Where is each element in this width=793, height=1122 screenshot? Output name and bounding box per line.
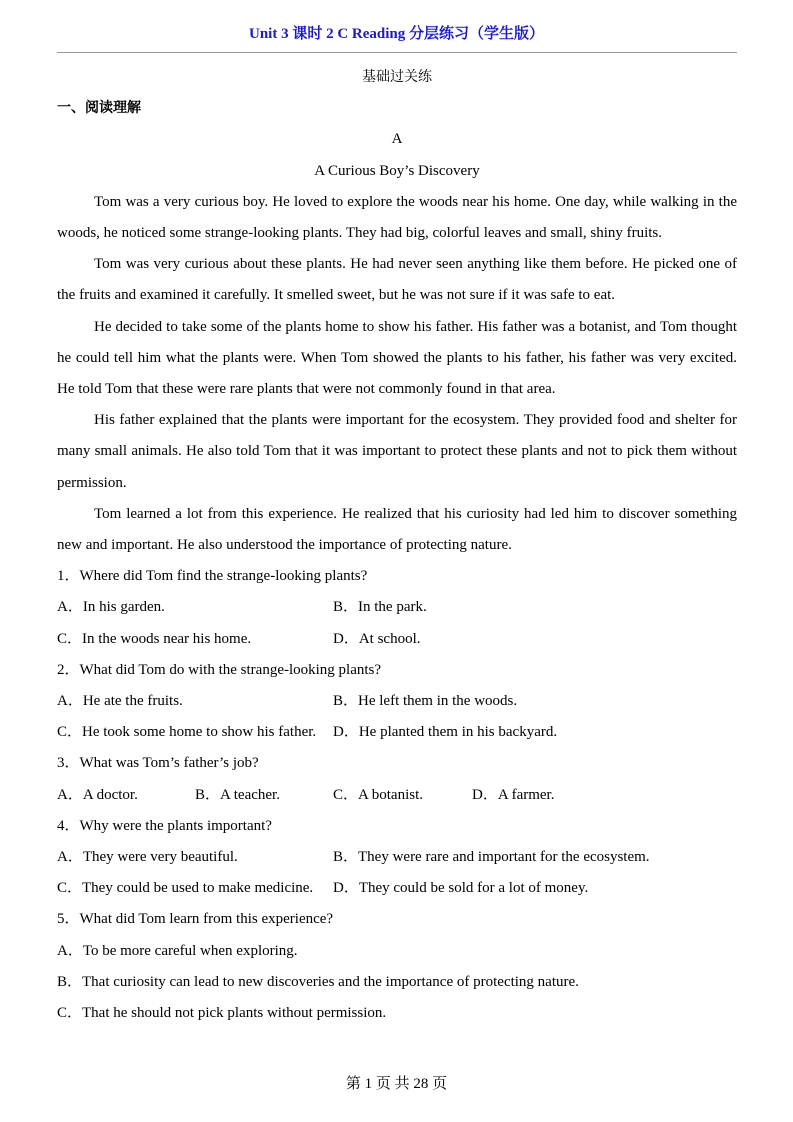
part-heading: 一、阅读理解 [57,100,141,117]
option: A．They were very beautiful. [57,849,238,865]
document-body [57,62,737,1029]
page-footer: 第 1 页 共 28 页 [345,1076,448,1092]
option: D．He planted them in his backyard. [333,724,558,741]
paragraph: His father explained that the plants were important for the ecosystem. They provided food and shelter for many small animals. He also told Tom that it was important to protect these plants and not to pick them without permission. [57,412,737,491]
option: C．That he should not pick plants without permission. [57,1004,387,1021]
option: B．That curiosity can lead to new discoveries and the importance of protecting nature. [57,973,579,990]
document-header: Unit 3 课时 2 C Reading 分层练习（学生版） [248,26,544,42]
option: A．A doctor. [57,786,138,803]
question: 4．Why were the plants important? [57,817,272,834]
option: C．They could be used to make medicine. [57,880,314,897]
question: 2．What did Tom do with the strange-looking plants? [57,661,382,678]
paragraph: Tom was a very curious boy. He loved to explore the woods near his home. One day, while walking in the woods, he noticed some strange-looking plants. They had big, colorful leaves and small, shiny fruits. [57,193,737,242]
option: C．In the woods near his home. [57,630,252,647]
paragraph: He decided to take some of the plants home to show his father. His father was a botanist, and Tom thought he could tell him what the plants were. When Tom showed the plants to his father, his father was very excited. He told Tom that these were rare plants that were not commonly found in that area. [57,318,737,398]
option: D．A farmer. [472,786,555,803]
option: C．A botanist. [333,786,424,803]
option: D．They could be sold for a lot of money. [333,880,589,897]
option: B．They were rare and important for the ecosystem. [333,849,650,865]
option: C．He took some home to show his father. [57,724,317,741]
option: A．He ate the fruits. [57,693,183,710]
question: 1．Where did Tom find the strange-looking plants? [57,568,368,585]
paragraph: Tom was very curious about these plants. He had never seen anything like them before. He picked one of the fruits and examined it carefully. It smelled sweet, but he was not sure if it was safe to eat. [57,256,737,304]
option: A．In his garden. [57,599,165,616]
option: B．A teacher. [195,786,280,803]
section-title: 基础过关练 [362,69,432,85]
paragraph: Tom learned a lot from this experience. He realized that his curiosity had led him to discover something new and important. He also understood the importance of protecting nature. [57,505,737,554]
question: 5．What did Tom learn from this experience? [57,911,334,928]
question: 3．What was Tom’s father’s job? [57,755,259,772]
option: A．To be more careful when exploring. [57,942,298,959]
option: B．In the park. [333,599,427,616]
passage-label: A [391,131,403,148]
passage-title: A Curious Boy’s Discovery [314,162,480,179]
header-rule [57,52,737,53]
option: D．At school. [333,630,421,647]
option: B．He left them in the woods. [333,693,518,710]
